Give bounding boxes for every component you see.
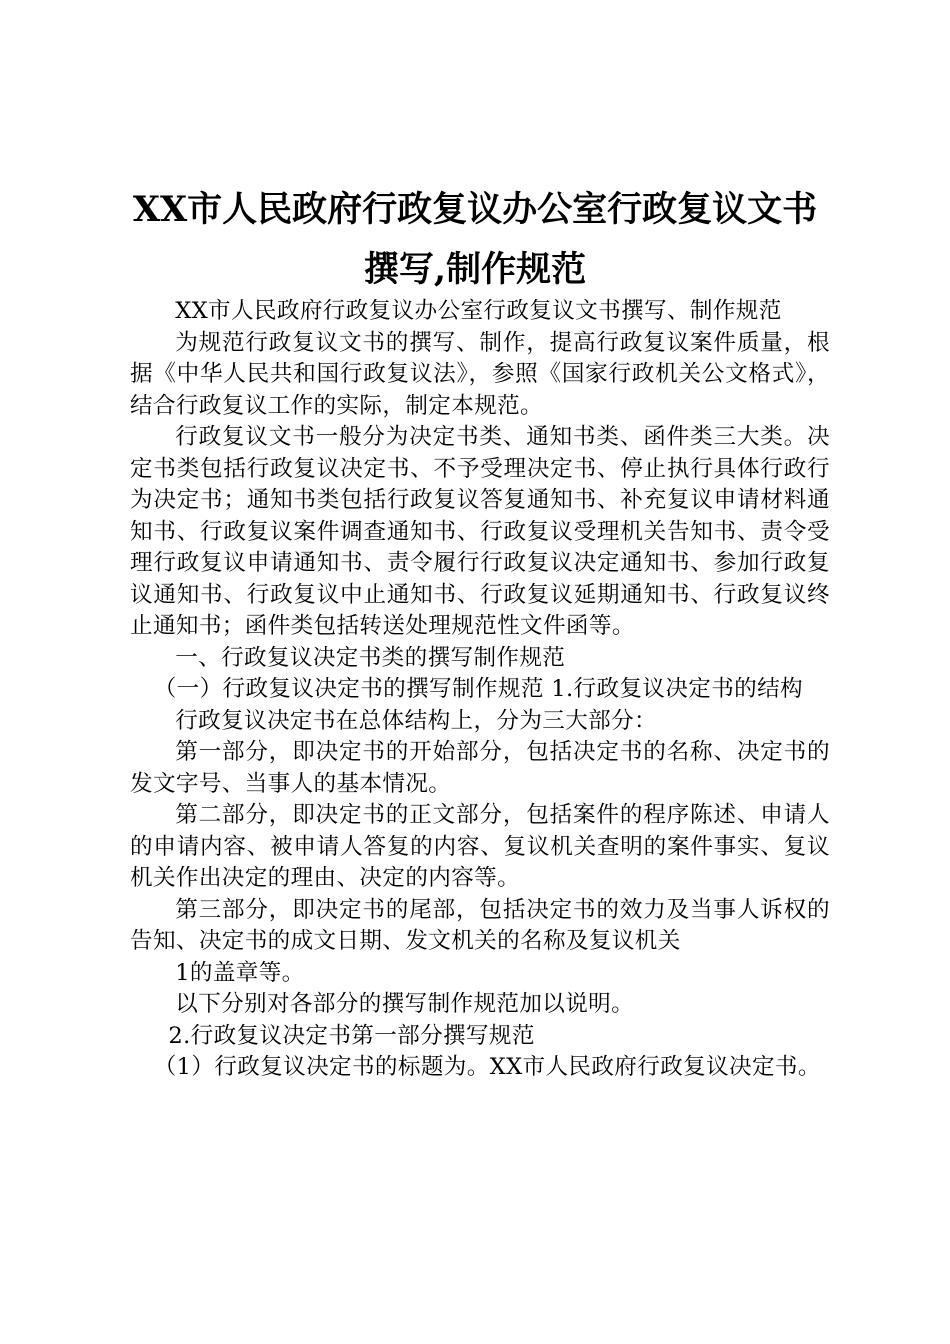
paragraph-structure-intro: 行政复议决定书在总体结构上，分为三大部分： <box>175 707 658 734</box>
heading-part-one-rules: 2.行政复议决定书第一部分撰写规范 <box>168 1022 535 1049</box>
paragraph-part-one: 第一部分，即决定书的开始部分，包括决定书的名称、决定书的发文字号、当事人的基本情况。 <box>130 739 830 797</box>
paragraph-explanation-intro: 以下分别对各部分的撰写制作规范加以说明。 <box>175 991 635 1017</box>
paragraph-part-two: 第二部分，即决定书的正文部分，包括案件的程序陈述、申请人的申请内容、被申请人答复的内容、复议机关查明的案件事实、复议机关作出决定的理由、决定的内容等。 <box>130 802 830 891</box>
paragraph-categories: 行政复议文书一般分为决定书类、通知书类、函件类三大类。决定书类包括行政复议决定书、不予受理决定书、停止执行具体行政行为决定书；通知书类包括行政复议答复通知书、补充复议申请材料通知书、行政复议案件调查通知书、行政复议受理机关告知书、责令受理行政复议申请通知书、责令履行行政复议决定通知书、参加行政复议通知书、行政复议中止通知书、行政复议延期通知书、行政复议终止通知书；函件类包括转送处理规范性文件函等。 <box>130 424 830 639</box>
heading-section-1: 一、行政复议决定书类的撰写制作规范 <box>175 644 566 671</box>
paragraph-part-three: 第三部分，即决定书的尾部，包括决定书的效力及当事人诉权的告知、决定书的成文日期、发文机关的名称及复议机关 <box>130 896 830 954</box>
paragraph-title-rule: （1）行政复议决定书的标题为。XX市人民政府行政复议决定书。 <box>153 1054 821 1080</box>
document-body <box>130 296 830 1084</box>
paragraph-part-three-continued: 1的盖章等。 <box>175 959 305 986</box>
document-title-line-2: 撰写,制作规范 <box>363 249 587 290</box>
document-title-line-1: XX市人民政府行政复议办公室行政复议文书 <box>132 189 818 230</box>
paragraph-purpose: 为规范行政复议文书的撰写、制作，提高行政复议案件质量，根据《中华人民共和国行政复议法》，参照《国家行政机关公文格式》，结合行政复议工作的实际，制定本规范。 <box>130 329 830 419</box>
paragraph-subtitle: XX市人民政府行政复议办公室行政复议文书撰写、制作规范 <box>175 298 782 324</box>
heading-subsection-1: （一）行政复议决定书的撰写制作规范 1.行政复议决定书的结构 <box>153 676 803 702</box>
